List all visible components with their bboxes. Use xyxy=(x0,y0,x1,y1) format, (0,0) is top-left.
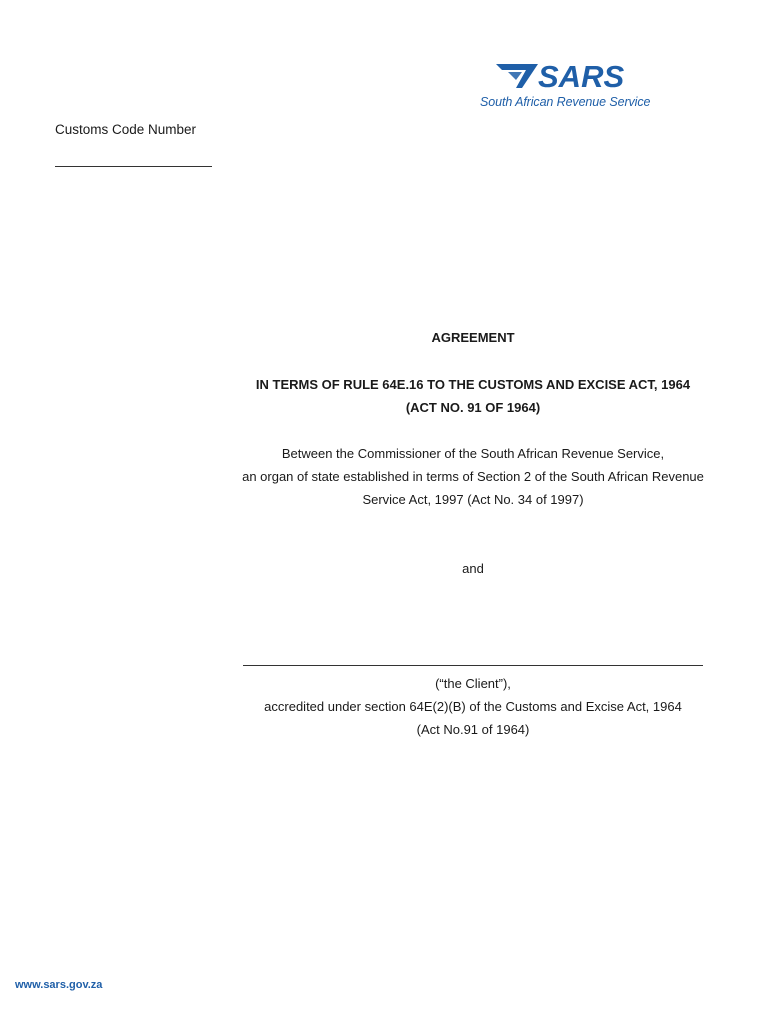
and-text: and xyxy=(462,561,484,576)
customs-code-blank-line xyxy=(55,166,212,167)
agreement-heading: AGREEMENT xyxy=(431,330,515,345)
client-label: (“the Client”), xyxy=(435,676,511,691)
rule-title-line-1: IN TERMS OF RULE 64E.16 TO THE CUSTOMS AND EXCISE ACT, 1964 xyxy=(255,377,691,392)
between-line-2: an organ of state established in terms of Section 2 of the South African Revenue xyxy=(242,469,704,484)
between-paragraph xyxy=(218,442,728,511)
logo-tagline: South African Revenue Service xyxy=(480,95,651,109)
client-paragraph xyxy=(218,672,728,741)
logo-wordmark: SARS xyxy=(538,59,625,94)
between-line-1: Between the Commissioner of the South African Revenue Service, xyxy=(281,446,665,461)
accredited-line: accredited under section 64E(2)(B) of the Customs and Excise Act, 1964 xyxy=(264,699,682,714)
rule-title-line-2: (ACT NO. 91 OF 1964) xyxy=(405,400,541,415)
act-line: (Act No.91 of 1964) xyxy=(416,722,530,737)
footer-url-link[interactable]: www.sars.gov.za xyxy=(15,979,103,991)
customs-code-label: Customs Code Number xyxy=(55,122,197,137)
sars-logo xyxy=(478,58,653,114)
rule-title xyxy=(218,373,728,419)
between-line-3: Service Act, 1997 (Act No. 34 of 1997) xyxy=(362,492,584,507)
client-name-blank-line xyxy=(243,665,703,666)
sars-logo-icon xyxy=(478,58,653,94)
